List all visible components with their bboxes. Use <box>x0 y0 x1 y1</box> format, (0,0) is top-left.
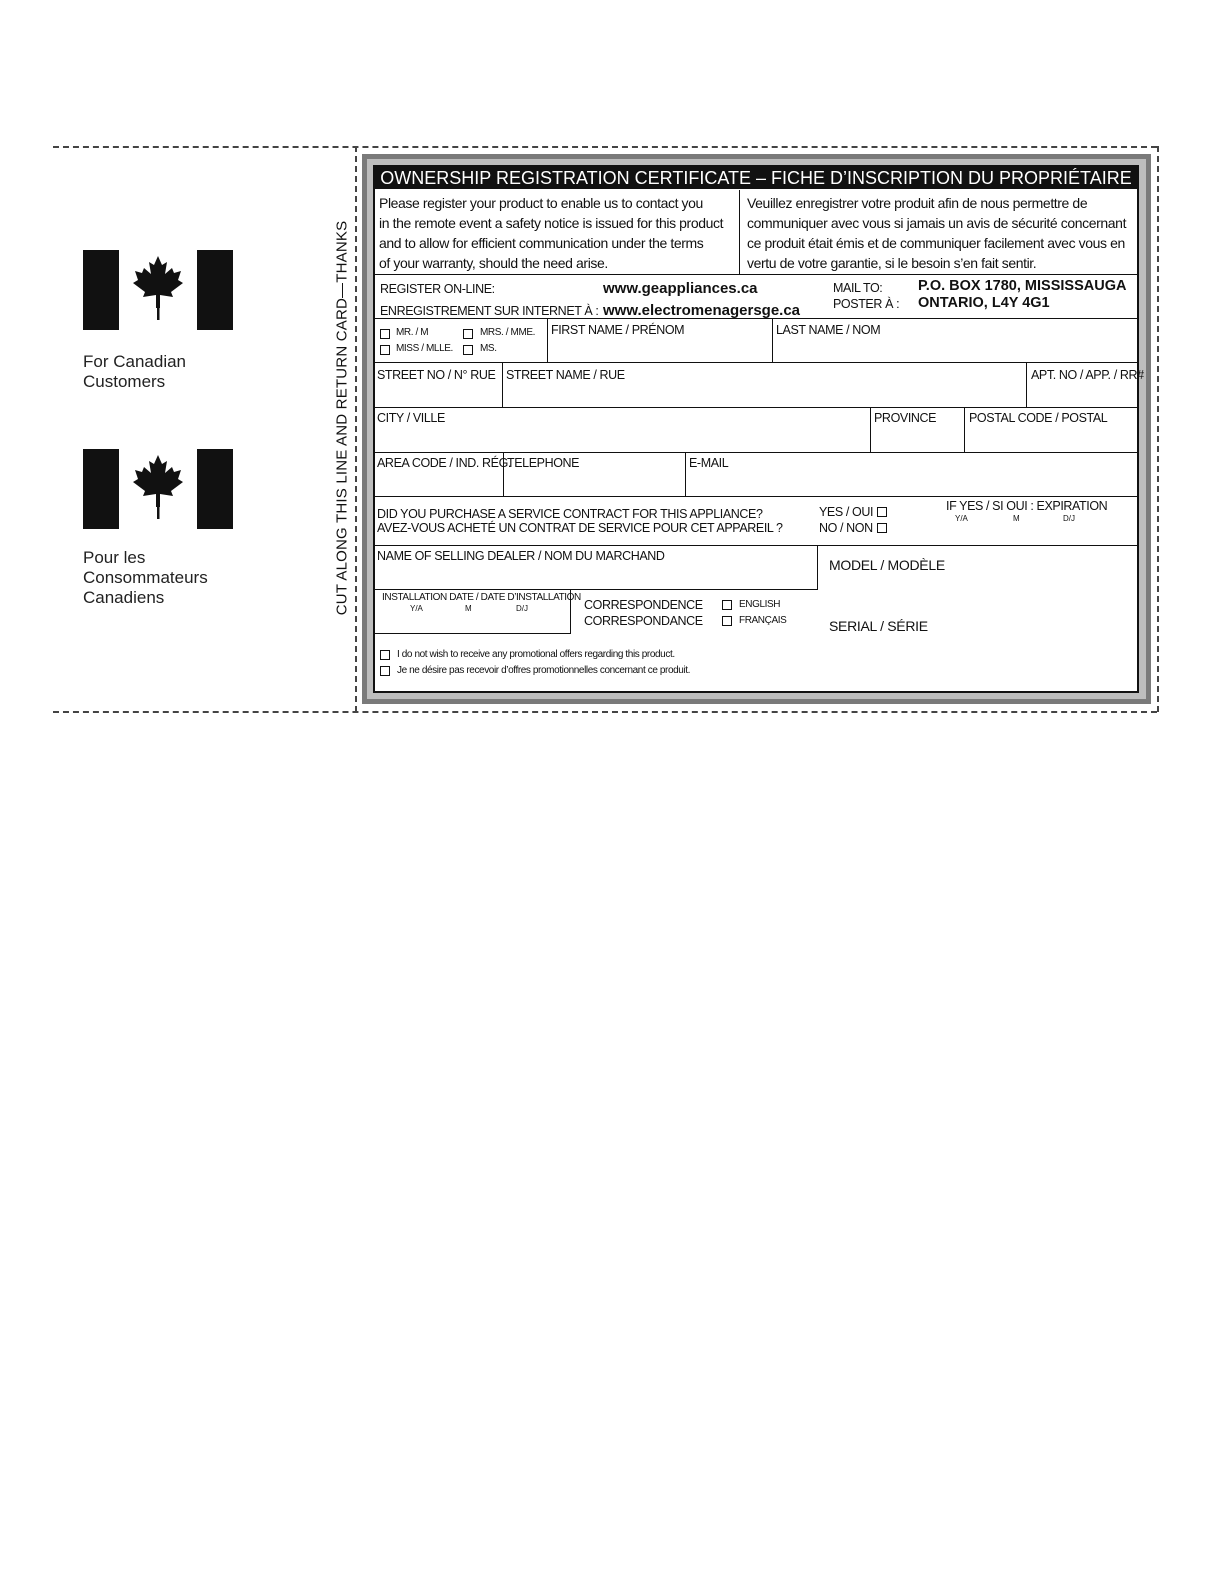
serial-field[interactable] <box>818 605 1137 645</box>
caption-line: Canadiens <box>83 588 165 607</box>
province-field[interactable] <box>871 408 964 451</box>
address-line-2: ONTARIO, L4Y 4G1 <box>918 295 1050 311</box>
checkbox-mrs[interactable] <box>463 329 473 339</box>
postal-code-label: POSTAL CODE / POSTAL <box>969 411 1108 425</box>
apt-field[interactable] <box>1027 363 1144 406</box>
intro-line: of your warranty, should the need arise. <box>379 255 608 271</box>
dealer-name-label: NAME OF SELLING DEALER / NOM DU MARCHAND <box>377 549 665 563</box>
telephone-field[interactable] <box>504 453 685 495</box>
register-online-url[interactable]: www.geappliances.ca <box>603 280 758 297</box>
promo-opt-out-french: Je ne désire pas recevoir d’offres promotionnelles concernant ce produit. <box>397 665 691 676</box>
checkbox-english[interactable] <box>722 600 732 610</box>
intro-line: vertu de votre garantie, si le besoin s’en fait sentir. <box>747 255 1037 271</box>
telephone-label: TELEPHONE <box>507 456 580 470</box>
caption-line: Consommateurs <box>83 568 208 587</box>
title-option: MS. <box>480 343 497 354</box>
serial-label: SERIAL / SÉRIE <box>829 618 928 634</box>
date-part-year: Y/A <box>410 604 423 613</box>
checkbox-promo-opt-out-french[interactable] <box>380 666 390 676</box>
language-option: ENGLISH <box>739 599 781 610</box>
canada-flag-icon <box>83 250 233 330</box>
checkbox-no[interactable] <box>877 523 887 533</box>
first-name-field[interactable] <box>548 319 772 362</box>
intro-line: Veuillez enregistrer votre produit afin de nous permettre de <box>747 195 1088 211</box>
intro-line: ce produit était émis et de communiquer facilement avec vous en <box>747 235 1125 251</box>
city-label: CITY / VILLE <box>377 411 445 425</box>
street-no-field[interactable] <box>374 363 502 406</box>
flag-caption-english <box>83 352 186 392</box>
correspondence-label-french: CORRESPONDANCE <box>584 614 703 628</box>
last-name-label: LAST NAME / NOM <box>776 323 881 337</box>
street-name-field[interactable] <box>503 363 1026 406</box>
address-line-1: P.O. BOX 1780, MISSISSAUGA <box>918 278 1127 294</box>
checkbox-ms[interactable] <box>463 345 473 355</box>
last-name-field[interactable] <box>773 319 1137 362</box>
date-part-month: M <box>1013 514 1020 523</box>
mail-to-label: MAIL TO: <box>833 281 883 295</box>
caption-line: Customers <box>83 372 166 391</box>
register-online-label: REGISTER ON-LINE: <box>380 282 495 296</box>
language-option: FRANÇAIS <box>739 615 787 626</box>
caption-line: Pour les <box>83 548 146 567</box>
service-question-english: DID YOU PURCHASE A SERVICE CONTRACT FOR THIS APPLIANCE? <box>377 507 763 521</box>
intro-line: in the remote event a safety notice is issued for this product <box>379 215 724 231</box>
date-part-day: D/J <box>1063 514 1075 523</box>
correspondence-label-english: CORRESPONDENCE <box>584 598 703 612</box>
date-part-month: M <box>465 604 472 613</box>
first-name-label: FIRST NAME / PRÉNOM <box>551 323 685 337</box>
checkbox-miss[interactable] <box>380 345 390 355</box>
checkbox-yes[interactable] <box>877 507 887 517</box>
date-part-year: Y/A <box>955 514 968 523</box>
title-option: MISS / MLLE. <box>396 343 453 354</box>
poster-label: POSTER À : <box>833 297 900 311</box>
model-label: MODEL / MODÈLE <box>829 557 945 573</box>
street-name-label: STREET NAME / RUE <box>506 368 625 382</box>
cut-line-bottom <box>53 711 1157 713</box>
caption-line: For Canadian <box>83 352 187 371</box>
model-field[interactable] <box>818 546 1137 596</box>
checkbox-francais[interactable] <box>722 616 732 626</box>
divider <box>373 633 571 634</box>
checkbox-mr[interactable] <box>380 329 390 339</box>
canada-flag-icon <box>83 449 233 529</box>
checkbox-promo-opt-out-english[interactable] <box>380 650 390 660</box>
yes-label: YES / OUI <box>819 505 874 519</box>
intro-french <box>747 193 1126 273</box>
intro-line: communiquer avec vous si jamais un avis de sécurité concernant <box>747 215 1127 231</box>
divider <box>373 496 1139 497</box>
divider <box>739 190 740 274</box>
cut-line-right <box>1157 146 1159 712</box>
intro-english <box>379 193 723 273</box>
title-option: MR. / M <box>396 327 429 338</box>
installation-date-field[interactable] <box>374 590 581 633</box>
register-internet-label: ENREGISTREMENT SUR INTERNET À : <box>380 304 599 318</box>
expiration-label: IF YES / SI OUI : EXPIRATION <box>946 499 1108 513</box>
divider <box>570 589 571 634</box>
flag-caption-french <box>83 548 208 608</box>
installation-date-label: INSTALLATION DATE / DATE D’INSTALLATION <box>382 592 581 603</box>
city-field[interactable] <box>374 408 870 451</box>
dealer-name-field[interactable] <box>374 546 817 589</box>
area-code-label: AREA CODE / IND. RÉG. <box>377 456 511 470</box>
card-title: OWNERSHIP REGISTRATION CERTIFICATE – FICHE D’INSCRIPTION DU PROPRIÉTAIRE <box>373 167 1139 189</box>
date-part-day: D/J <box>516 604 528 613</box>
title-option: MRS. / MME. <box>480 327 536 338</box>
intro-line: Please register your product to enable us to contact you <box>379 195 703 211</box>
promo-opt-out-english: I do not wish to receive any promotional offers regarding this product. <box>397 649 675 660</box>
register-internet-url[interactable]: www.electromenagersge.ca <box>603 302 801 319</box>
street-no-label: STREET NO / N° RUE <box>377 368 496 382</box>
cut-line-top <box>53 146 1157 148</box>
apt-label: APT. NO / APP. / RR# <box>1031 368 1144 382</box>
email-label: E-MAIL <box>689 456 729 470</box>
divider <box>373 274 1139 275</box>
email-field[interactable] <box>686 453 1137 495</box>
cut-line-left <box>355 146 357 712</box>
province-label: PROVINCE <box>874 411 937 425</box>
service-question-french: AVEZ-VOUS ACHETÉ UN CONTRAT DE SERVICE POUR CET APPAREIL ? <box>377 521 783 535</box>
intro-line: and to allow for efficient communication under the terms <box>379 235 704 251</box>
no-label: NO / NON <box>819 521 873 535</box>
area-code-field[interactable] <box>374 453 511 495</box>
postal-code-field[interactable] <box>965 408 1137 451</box>
cut-instruction: CUT ALONG THIS LINE AND RETURN CARD—THANKS <box>333 220 351 616</box>
